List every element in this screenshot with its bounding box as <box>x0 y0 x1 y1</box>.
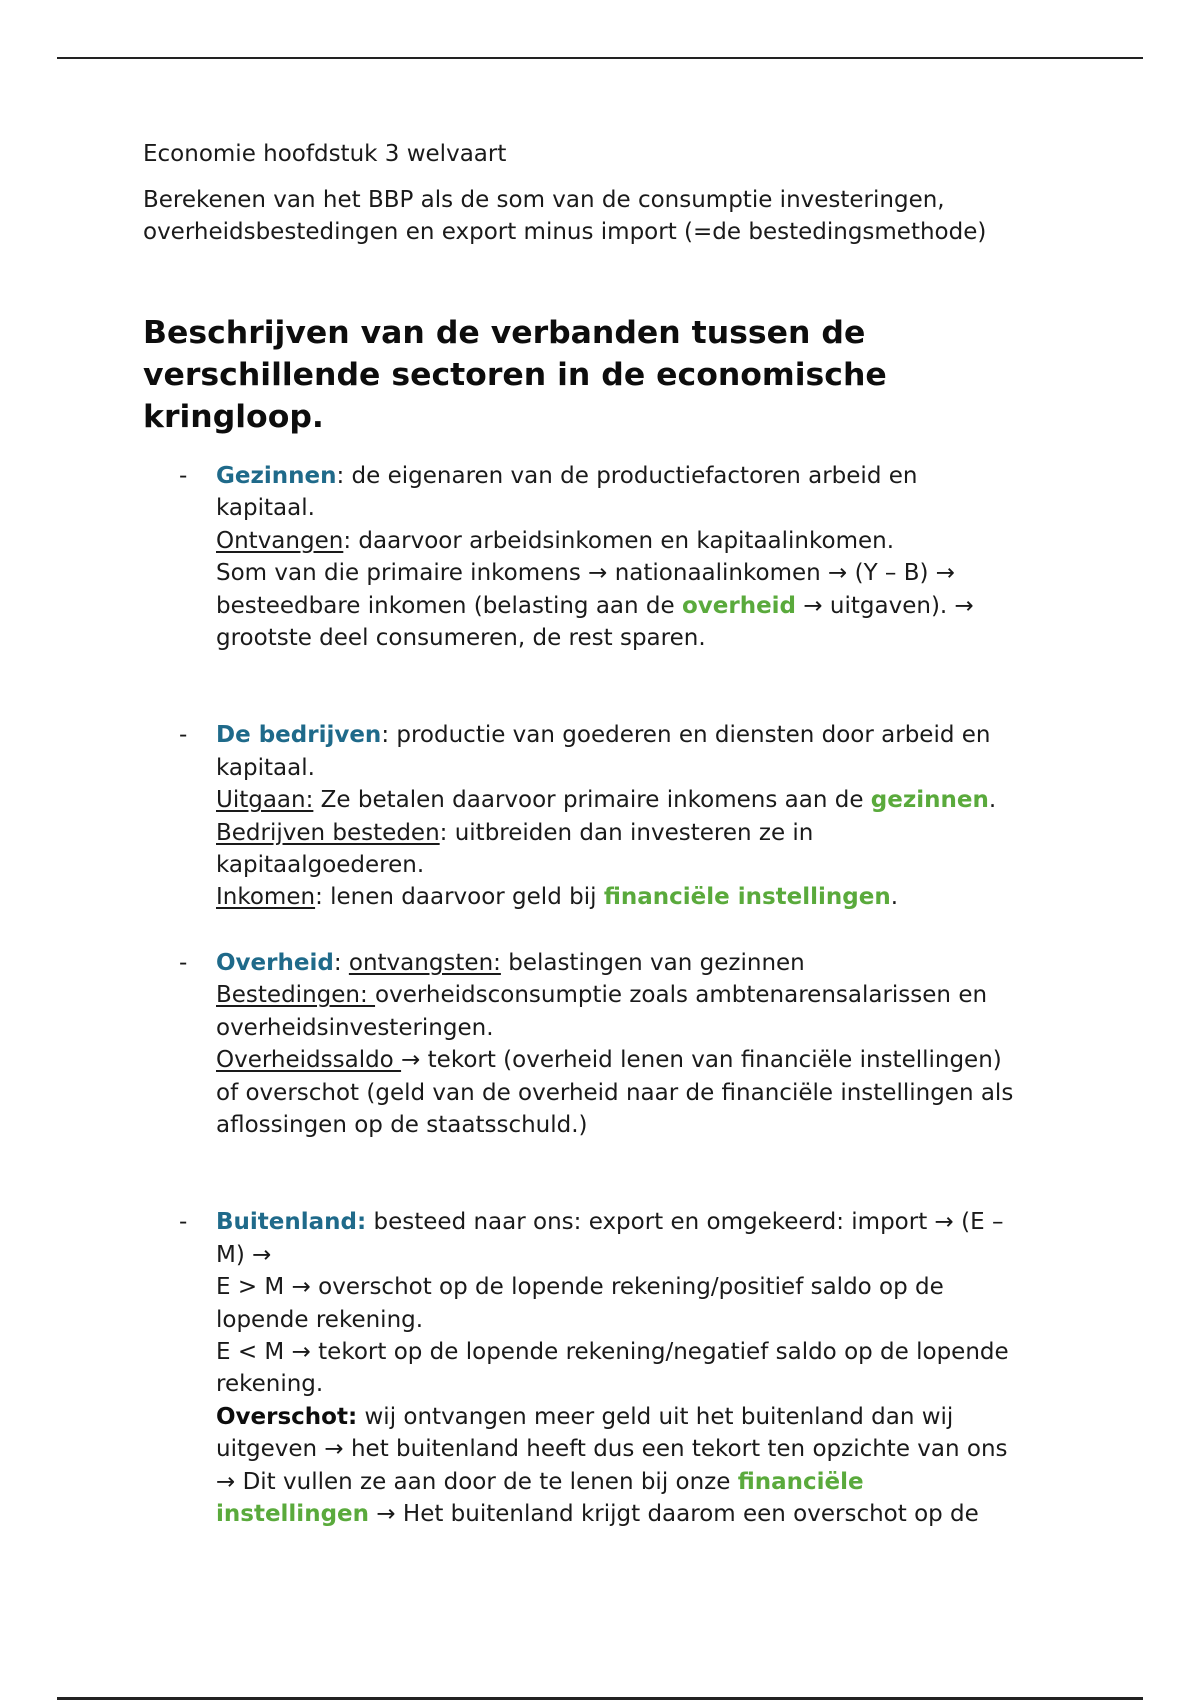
term-bedrijven: De bedrijven <box>216 722 382 749</box>
sector-list <box>143 460 1073 1530</box>
gezinnen-line-6: grootste deel consumeren, de rest sparen. <box>216 625 706 652</box>
buitenland-line-5: E < M → tekort op de lopende rekening/negatief saldo op de lopende <box>216 1338 1009 1365</box>
document-title: Economie hoofdstuk 3 welvaart <box>143 141 507 167</box>
term-financiele-instellingen-green: financiële instellingen <box>603 884 891 911</box>
label-overschot: Overschot: <box>216 1403 358 1430</box>
label-bedrijven-besteden: Bedrijven besteden <box>216 819 440 846</box>
buitenland-line-10: → Het buitenland krijgt daarom een overschot op de <box>369 1500 979 1527</box>
buitenland-line-1: besteed naar ons: export en omgekeerd: import → (E – <box>366 1209 1004 1236</box>
gezinnen-line-5a: besteedbare inkomen (belasting aan de <box>216 592 682 619</box>
heading-line-1: Beschrijven van de verbanden tussen de <box>143 315 866 351</box>
label-inkomen: Inkomen <box>216 884 316 911</box>
overheid-line-6: aflossingen op de staatsschuld.) <box>216 1111 588 1138</box>
list-dash: - <box>179 1209 188 1236</box>
bedrijven-line-1: : productie van goederen en diensten door arbeid en <box>381 722 991 749</box>
buitenland-line-6: rekening. <box>216 1371 324 1398</box>
heading-line-2: verschillende sectoren in de economische <box>143 357 887 393</box>
list-item-buitenland <box>143 1206 1073 1530</box>
label-ontvangsten: ontvangsten: <box>348 949 501 976</box>
overheid-line-3: overheidsinvesteringen. <box>216 1014 494 1041</box>
intro-paragraph <box>143 184 1073 248</box>
top-rule <box>57 57 1143 59</box>
term-buitenland: Buitenland: <box>216 1209 367 1236</box>
overheid-line-2: overheidsconsumptie zoals ambtenarensalarissen en <box>375 982 988 1009</box>
overheid-line-5: of overschot (geld van de overheid naar de financiële instellingen als <box>216 1079 1014 1106</box>
buitenland-line-3: E > M → overschot op de lopende rekening/positief saldo op de <box>216 1274 944 1301</box>
bedrijven-line-2: kapitaal. <box>216 754 315 781</box>
section-heading <box>143 312 1073 438</box>
document-page <box>143 138 1073 1530</box>
bedrijven-line-6b: . <box>890 884 899 911</box>
intro-line-2: overheidsbestedingen en export minus import (=de bestedingsmethode) <box>143 219 987 245</box>
overheid-line-4: → tekort (overheid lenen van financiële instellingen) <box>401 1047 1002 1074</box>
list-item-bedrijven <box>143 719 1073 913</box>
overheid-colon: : <box>333 949 349 976</box>
bedrijven-line-6a: : lenen daarvoor geld bij <box>315 884 604 911</box>
bedrijven-line-3a: Ze betalen daarvoor primaire inkomens aan de <box>313 787 871 814</box>
list-dash: - <box>179 722 188 749</box>
gezinnen-line-2: kapitaal. <box>216 495 315 522</box>
bedrijven-line-4: : uitbreiden dan investeren ze in <box>439 819 814 846</box>
term-gezinnen: Gezinnen <box>216 463 337 489</box>
term-overheid-green: overheid <box>681 592 797 619</box>
term-financiele-green-1: financiële <box>737 1468 864 1495</box>
bedrijven-line-3b: . <box>988 787 997 814</box>
buitenland-line-4: lopende rekening. <box>216 1306 424 1333</box>
term-instellingen-green-2: instellingen <box>216 1500 370 1527</box>
gezinnen-line-3: : daarvoor arbeidsinkomen en kapitaalinkomen. <box>343 527 895 554</box>
list-item-gezinnen <box>143 460 1073 654</box>
term-overheid: Overheid <box>216 949 334 976</box>
label-uitgaan: Uitgaan: <box>216 787 314 814</box>
overheid-line-1: belastingen van gezinnen <box>500 949 805 976</box>
label-ontvangen: Ontvangen <box>216 527 344 554</box>
gezinnen-line-4: Som van die primaire inkomens → nationaalinkomen → (Y – B) → <box>216 560 956 587</box>
list-item-overheid <box>143 947 1073 1141</box>
heading-line-3: kringloop. <box>143 399 324 435</box>
label-overheidssaldo: Overheidssaldo <box>216 1047 402 1074</box>
term-gezinnen-green: gezinnen <box>870 787 989 814</box>
gezinnen-line-1: : de eigenaren van de productiefactoren arbeid en <box>336 463 918 489</box>
buitenland-line-7: wij ontvangen meer geld uit het buitenland dan wij <box>357 1403 954 1430</box>
intro-line-1: Berekenen van het BBP als de som van de consumptie investeringen, <box>143 187 945 213</box>
bedrijven-line-5: kapitaalgoederen. <box>216 852 425 879</box>
list-dash: - <box>179 949 188 976</box>
label-bestedingen: Bestedingen: <box>216 982 376 1009</box>
buitenland-line-2: M) → <box>216 1241 272 1268</box>
buitenland-line-9: → Dit vullen ze aan door de te lenen bij onze <box>216 1468 738 1495</box>
list-dash: - <box>179 463 188 489</box>
gezinnen-line-5b: → uitgaven). → <box>796 592 974 619</box>
buitenland-line-8: uitgeven → het buitenland heeft dus een tekort ten opzichte van ons <box>216 1436 1008 1463</box>
